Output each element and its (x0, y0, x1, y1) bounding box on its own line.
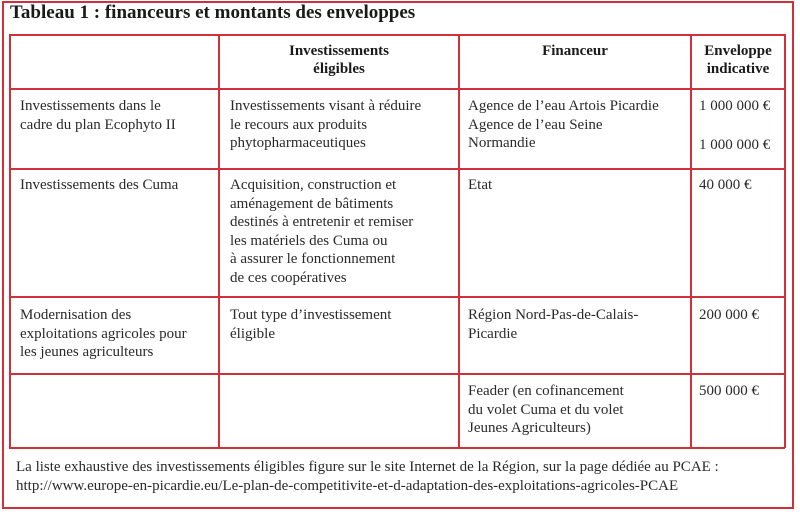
footnote-url[interactable]: http://www.europe-en-picardie.eu/Le-plan-de-competitivite-et-d-adaptation-des-exploitations-agricoles-PCAE (16, 478, 679, 494)
footnote-text: La liste exhaustive des investissements éligibles figure sur le site Internet de la Région, sur la page dédiée au PCAE : (16, 459, 719, 475)
row2-investments-line4: les matériels des Cuma ou (230, 232, 388, 249)
row1-amount-2: 1 000 000 € (699, 137, 771, 153)
row2-funders (468, 176, 688, 195)
rule-under-header (9, 88, 785, 90)
row1-funder-line3: Normandie (468, 135, 536, 151)
row2-investments-line3: destinés à entretenir et remiser (230, 214, 414, 230)
row4-amount: 500 000 € (699, 383, 759, 399)
rule-under-title (9, 34, 785, 36)
row3-label-line2: exploitations agricoles pour (20, 325, 187, 342)
header-enveloppe-line1: Enveloppe (704, 43, 772, 59)
row2-investments-line6: de ces coopératives (230, 269, 347, 286)
row4-funder-line2: du volet Cuma et du volet (468, 401, 624, 418)
header-investissements-line1: Investissements (289, 43, 389, 59)
row2-funder-line1: Etat (468, 177, 493, 193)
row1-label-line2: cadre du plan Ecophyto II (20, 116, 176, 133)
header-investissements-line2: éligibles (313, 61, 365, 77)
row4-funders (468, 382, 688, 438)
row1-funder-line1: Agence de l’eau Artois Picardie (468, 98, 659, 114)
row3-amount: 200 000 € (699, 307, 759, 323)
row4-funder-line3: Jeunes Agriculteurs) (468, 420, 591, 436)
row3-investments-line1: Tout type d’investissement (230, 307, 392, 323)
header-financeur (460, 42, 690, 60)
table-title: Tableau 1 : financeurs et montants des enveloppes (10, 2, 416, 23)
row2-investments-line1: Acquisition, construction et (230, 177, 397, 193)
row1-investments-line1: Investissements visant à réduire (230, 98, 422, 114)
row2-amount: 40 000 € (699, 177, 752, 193)
row2-label-line1: Investissements des Cuma (20, 177, 179, 193)
header-enveloppe-line2: indicative (706, 61, 770, 77)
row1-investments-line2: le recours aux produits (230, 116, 368, 133)
row2-investments (230, 176, 456, 287)
row3-investments-line2: éligible (230, 325, 275, 342)
row1-label-line1: Investissements dans le (20, 98, 161, 114)
row3-funders (468, 306, 688, 343)
header-investissements (220, 42, 458, 78)
col-sep-1 (218, 34, 220, 448)
table-right-border (784, 34, 786, 448)
row3-investments (230, 306, 456, 343)
table-left-border (9, 34, 11, 448)
col-sep-2 (458, 34, 460, 448)
rule-row3 (9, 373, 785, 375)
row2-label (20, 176, 215, 195)
row2-investments-line5: à assurer le fonctionnement (230, 251, 396, 267)
row1-investments (230, 97, 456, 153)
row1-funder-line2: Agence de l’eau Seine (468, 116, 603, 133)
row3-funder-line2: Picardie (468, 325, 518, 342)
row3-label-line3: les jeunes agriculteurs (20, 344, 154, 360)
row1-label (20, 97, 215, 134)
footnote (16, 458, 786, 496)
rule-row4 (9, 447, 785, 449)
row3-funder-line1: Région Nord-Pas-de-Calais- (468, 307, 639, 323)
row1-amount-1: 1 000 000 € (699, 98, 771, 114)
rule-row2 (9, 296, 785, 298)
col-sep-3 (690, 34, 692, 448)
row1-funders (468, 97, 688, 153)
header-enveloppe (692, 42, 784, 78)
row3-label-line1: Modernisation des (20, 307, 132, 323)
row4-funder-line1: Feader (en cofinancement (468, 383, 624, 399)
row3-label (20, 306, 215, 362)
rule-row1 (9, 168, 785, 170)
row2-investments-line2: aménagement de bâtiments (230, 195, 394, 212)
row1-investments-line3: phytopharmaceutiques (230, 135, 366, 151)
header-financeur-text: Financeur (542, 43, 608, 59)
